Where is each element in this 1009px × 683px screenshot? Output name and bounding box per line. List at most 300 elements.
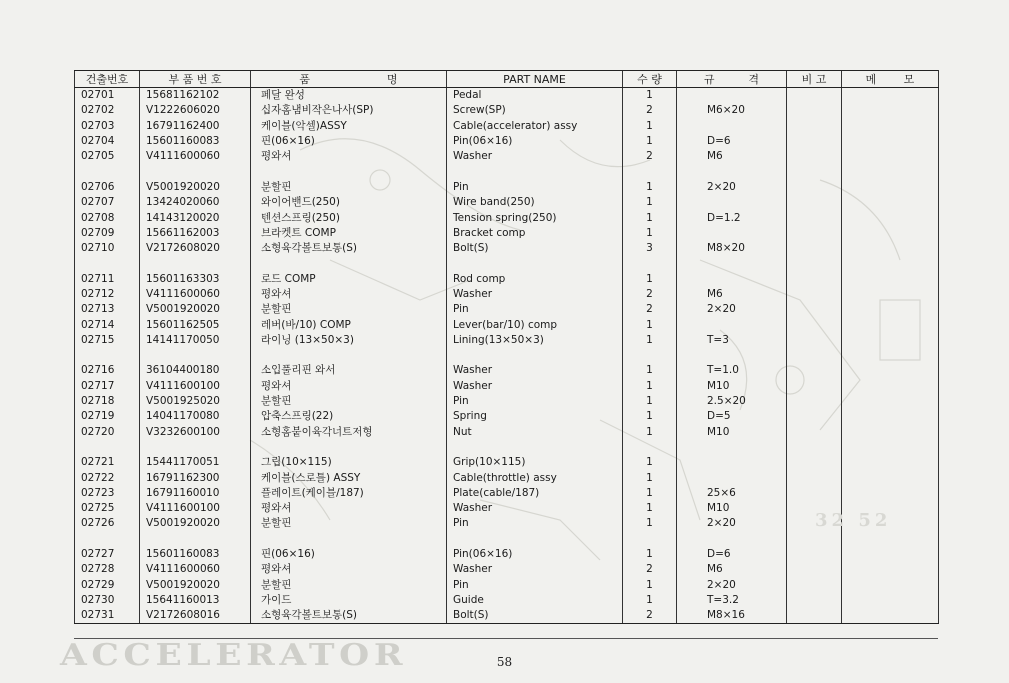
part-name-cell: Pin <box>447 394 623 409</box>
part-number-cell: 15681162102 <box>140 88 251 104</box>
specification-cell: D=5 <box>677 409 787 424</box>
part-name-cell: Grip(10×115) <box>447 455 623 470</box>
part-number-cell: 13424020060 <box>140 195 251 210</box>
remark-cell <box>787 486 842 501</box>
table-row <box>75 593 939 608</box>
part-number-cell: 15601160083 <box>140 547 251 562</box>
specification-cell <box>677 195 787 210</box>
spacer-cell <box>677 532 787 547</box>
korean-name-cell: 핀(06×16) <box>251 134 447 149</box>
part-number-cell: 15441170051 <box>140 455 251 470</box>
item-number-cell: 02722 <box>75 470 140 485</box>
spacer-cell <box>677 348 787 363</box>
spacer-cell <box>842 532 939 547</box>
part-name-cell: Pin <box>447 180 623 195</box>
specification-cell: T=3.2 <box>677 593 787 608</box>
part-name-cell: Washer <box>447 363 623 378</box>
table-row <box>75 195 939 210</box>
quantity-cell: 2 <box>623 149 677 164</box>
group-spacer-row <box>75 348 939 363</box>
remark-cell <box>787 119 842 134</box>
korean-name-cell: 평와셔 <box>251 562 447 577</box>
korean-name-cell: 케이블(악셀)ASSY <box>251 119 447 134</box>
header-spec-b: 격 <box>748 73 760 86</box>
specification-cell: M6 <box>677 287 787 302</box>
quantity-cell: 1 <box>623 226 677 241</box>
korean-name-cell: 케이블(스로틀) ASSY <box>251 470 447 485</box>
bleed-through-title: ACCELERATOR <box>60 638 408 673</box>
korean-name-cell: 분할핀 <box>251 302 447 317</box>
table-row <box>75 287 939 302</box>
remark-cell <box>787 547 842 562</box>
table-row <box>75 363 939 378</box>
memo-cell <box>842 379 939 394</box>
memo-cell <box>842 302 939 317</box>
specification-cell: 2×20 <box>677 578 787 593</box>
remark-cell <box>787 302 842 317</box>
specification-cell: D=6 <box>677 134 787 149</box>
table-row <box>75 180 939 195</box>
item-number-cell: 02714 <box>75 317 140 332</box>
korean-name-cell: 분할핀 <box>251 394 447 409</box>
item-number-cell: 02720 <box>75 425 140 440</box>
korean-name-cell: 핀(06×16) <box>251 547 447 562</box>
specification-cell <box>677 317 787 332</box>
header-part-name: PART NAME <box>447 71 623 88</box>
bleed-through-numbers: 32 52 <box>815 510 892 531</box>
part-number-cell: 15641160013 <box>140 593 251 608</box>
memo-cell <box>842 88 939 104</box>
korean-name-cell: 와이어밴드(250) <box>251 195 447 210</box>
group-spacer-row <box>75 256 939 271</box>
table-row <box>75 455 939 470</box>
spacer-cell <box>623 164 677 179</box>
quantity-cell: 2 <box>623 562 677 577</box>
remark-cell <box>787 226 842 241</box>
quantity-cell: 1 <box>623 593 677 608</box>
korean-name-cell: 소형육각볼트보통(S) <box>251 241 447 256</box>
part-name-cell: Washer <box>447 379 623 394</box>
spacer-cell <box>787 256 842 271</box>
item-number-cell: 02723 <box>75 486 140 501</box>
spacer-cell <box>140 164 251 179</box>
specification-cell <box>677 226 787 241</box>
korean-name-cell: 가이드 <box>251 593 447 608</box>
part-name-cell: Pin(06×16) <box>447 547 623 562</box>
quantity-cell: 1 <box>623 547 677 562</box>
remark-cell <box>787 88 842 104</box>
header-spec-a: 규 <box>703 73 715 86</box>
item-number-cell: 02728 <box>75 562 140 577</box>
quantity-cell: 2 <box>623 287 677 302</box>
quantity-cell: 1 <box>623 455 677 470</box>
part-number-cell: V3232600100 <box>140 425 251 440</box>
remark-cell <box>787 425 842 440</box>
remark-cell <box>787 409 842 424</box>
spacer-cell <box>140 440 251 455</box>
specification-cell: M6 <box>677 149 787 164</box>
spacer-cell <box>447 532 623 547</box>
part-name-cell: Washer <box>447 562 623 577</box>
spacer-cell <box>677 164 787 179</box>
korean-name-cell: 레버(바/10) COMP <box>251 317 447 332</box>
memo-cell <box>842 287 939 302</box>
spacer-cell <box>787 348 842 363</box>
korean-name-cell: 페달 완성 <box>251 88 447 104</box>
memo-cell <box>842 578 939 593</box>
remark-cell <box>787 379 842 394</box>
header-remark: 비 고 <box>787 71 842 88</box>
quantity-cell: 3 <box>623 241 677 256</box>
part-number-cell: V1222606020 <box>140 103 251 118</box>
remark-cell <box>787 608 842 624</box>
table-row <box>75 486 939 501</box>
specification-cell: 2×20 <box>677 516 787 531</box>
item-number-cell: 02707 <box>75 195 140 210</box>
part-number-cell: V5001920020 <box>140 302 251 317</box>
korean-name-cell: 분할핀 <box>251 578 447 593</box>
part-number-cell: V2172608020 <box>140 241 251 256</box>
remark-cell <box>787 501 842 516</box>
item-number-cell: 02718 <box>75 394 140 409</box>
part-name-cell: Bolt(S) <box>447 608 623 624</box>
part-number-cell: V4111600060 <box>140 562 251 577</box>
memo-cell <box>842 470 939 485</box>
table-row <box>75 317 939 332</box>
header-memo-a: 메 <box>865 73 877 86</box>
spacer-cell <box>787 532 842 547</box>
part-name-cell: Bolt(S) <box>447 241 623 256</box>
table-row <box>75 333 939 348</box>
remark-cell <box>787 103 842 118</box>
remark-cell <box>787 363 842 378</box>
memo-cell <box>842 103 939 118</box>
table-row <box>75 302 939 317</box>
spacer-cell <box>677 256 787 271</box>
part-name-cell: Guide <box>447 593 623 608</box>
part-number-cell: V4111600060 <box>140 287 251 302</box>
table-row <box>75 241 939 256</box>
memo-cell <box>842 409 939 424</box>
spacer-cell <box>787 164 842 179</box>
memo-cell <box>842 455 939 470</box>
part-number-cell: V5001920020 <box>140 578 251 593</box>
part-number-cell: V4111600100 <box>140 379 251 394</box>
memo-cell <box>842 516 939 531</box>
item-number-cell: 02706 <box>75 180 140 195</box>
header-spec <box>677 71 787 88</box>
part-name-cell: Cable(accelerator) assy <box>447 119 623 134</box>
quantity-cell: 2 <box>623 103 677 118</box>
header-part-no: 부 품 번 호 <box>140 71 251 88</box>
memo-cell <box>842 119 939 134</box>
table-row <box>75 379 939 394</box>
spacer-cell <box>623 440 677 455</box>
korean-name-cell: 평와셔 <box>251 501 447 516</box>
quantity-cell: 1 <box>623 210 677 225</box>
korean-name-cell: 소형홈붙이육각너트저형 <box>251 425 447 440</box>
memo-cell <box>842 210 939 225</box>
remark-cell <box>787 394 842 409</box>
header-korean-name <box>251 71 447 88</box>
part-name-cell: Pin <box>447 302 623 317</box>
part-number-cell: V4111600100 <box>140 501 251 516</box>
item-number-cell: 02729 <box>75 578 140 593</box>
memo-cell <box>842 425 939 440</box>
quantity-cell: 1 <box>623 134 677 149</box>
spacer-cell <box>447 440 623 455</box>
spacer-cell <box>447 348 623 363</box>
item-number-cell: 02705 <box>75 149 140 164</box>
part-number-cell: 15601163303 <box>140 272 251 287</box>
memo-cell <box>842 547 939 562</box>
table-row <box>75 470 939 485</box>
group-spacer-row <box>75 532 939 547</box>
spacer-cell <box>623 532 677 547</box>
part-name-cell: Lining(13×50×3) <box>447 333 623 348</box>
part-number-cell: V4111600060 <box>140 149 251 164</box>
korean-name-cell: 분할핀 <box>251 180 447 195</box>
remark-cell <box>787 287 842 302</box>
part-name-cell: Washer <box>447 287 623 302</box>
quantity-cell: 1 <box>623 272 677 287</box>
table-row <box>75 394 939 409</box>
item-number-cell: 02709 <box>75 226 140 241</box>
table-row <box>75 134 939 149</box>
spacer-cell <box>842 256 939 271</box>
korean-name-cell: 십자홈냄비작은나사(SP) <box>251 103 447 118</box>
part-number-cell: 15601162505 <box>140 317 251 332</box>
remark-cell <box>787 241 842 256</box>
remark-cell <box>787 578 842 593</box>
quantity-cell: 1 <box>623 88 677 104</box>
quantity-cell: 1 <box>623 470 677 485</box>
spacer-cell <box>75 532 140 547</box>
item-number-cell: 02712 <box>75 287 140 302</box>
part-name-cell: Screw(SP) <box>447 103 623 118</box>
remark-cell <box>787 516 842 531</box>
part-name-cell: Plate(cable/187) <box>447 486 623 501</box>
part-number-cell: 15601160083 <box>140 134 251 149</box>
group-spacer-row <box>75 440 939 455</box>
korean-name-cell: 소형육각볼트보통(S) <box>251 608 447 624</box>
memo-cell <box>842 394 939 409</box>
page-number: 58 <box>496 655 513 669</box>
specification-cell: M10 <box>677 501 787 516</box>
quantity-cell: 1 <box>623 379 677 394</box>
bottom-rule <box>74 638 938 639</box>
quantity-cell: 1 <box>623 486 677 501</box>
spacer-cell <box>251 256 447 271</box>
part-number-cell: 14143120020 <box>140 210 251 225</box>
table-row <box>75 272 939 287</box>
korean-name-cell: 그립(10×115) <box>251 455 447 470</box>
korean-name-cell: 분할핀 <box>251 516 447 531</box>
remark-cell <box>787 333 842 348</box>
specification-cell: 2.5×20 <box>677 394 787 409</box>
item-number-cell: 02701 <box>75 88 140 104</box>
part-number-cell: 14141170050 <box>140 333 251 348</box>
quantity-cell: 1 <box>623 501 677 516</box>
table-row <box>75 103 939 118</box>
part-name-cell: Pin <box>447 516 623 531</box>
header-memo-b: 모 <box>903 73 915 86</box>
item-number-cell: 02717 <box>75 379 140 394</box>
korean-name-cell: 압축스프링(22) <box>251 409 447 424</box>
item-number-cell: 02715 <box>75 333 140 348</box>
quantity-cell: 1 <box>623 578 677 593</box>
table-row <box>75 562 939 577</box>
spacer-cell <box>75 348 140 363</box>
part-name-cell: Rod comp <box>447 272 623 287</box>
part-name-cell: Wire band(250) <box>447 195 623 210</box>
memo-cell <box>842 149 939 164</box>
item-number-cell: 02725 <box>75 501 140 516</box>
part-name-cell: Washer <box>447 149 623 164</box>
part-name-cell: Pin(06×16) <box>447 134 623 149</box>
spacer-cell <box>75 164 140 179</box>
remark-cell <box>787 272 842 287</box>
table-row <box>75 578 939 593</box>
korean-name-cell: 소입풀리핀 와서 <box>251 363 447 378</box>
memo-cell <box>842 608 939 624</box>
table-row <box>75 608 939 624</box>
remark-cell <box>787 470 842 485</box>
header-no: 건출번호 <box>75 71 140 88</box>
spacer-cell <box>251 164 447 179</box>
part-number-cell: 36104400180 <box>140 363 251 378</box>
spacer-cell <box>140 348 251 363</box>
spacer-cell <box>140 532 251 547</box>
specification-cell: M10 <box>677 379 787 394</box>
specification-cell: 2×20 <box>677 180 787 195</box>
quantity-cell: 1 <box>623 394 677 409</box>
item-number-cell: 02730 <box>75 593 140 608</box>
item-number-cell: 02708 <box>75 210 140 225</box>
header-memo <box>842 71 939 88</box>
spacer-cell <box>447 256 623 271</box>
specification-cell: M10 <box>677 425 787 440</box>
memo-cell <box>842 272 939 287</box>
korean-name-cell: 플레이트(케이블/187) <box>251 486 447 501</box>
item-number-cell: 02713 <box>75 302 140 317</box>
item-number-cell: 02726 <box>75 516 140 531</box>
quantity-cell: 1 <box>623 317 677 332</box>
part-name-cell: Tension spring(250) <box>447 210 623 225</box>
header-korean-name-b: 명 <box>386 73 398 86</box>
quantity-cell: 1 <box>623 425 677 440</box>
part-number-cell: 16791162300 <box>140 470 251 485</box>
memo-cell <box>842 501 939 516</box>
item-number-cell: 02702 <box>75 103 140 118</box>
part-number-cell: V2172608016 <box>140 608 251 624</box>
korean-name-cell: 평와셔 <box>251 287 447 302</box>
specification-cell: M6×20 <box>677 103 787 118</box>
table-row <box>75 425 939 440</box>
spacer-cell <box>842 164 939 179</box>
spacer-cell <box>140 256 251 271</box>
item-number-cell: 02710 <box>75 241 140 256</box>
memo-cell <box>842 180 939 195</box>
spacer-cell <box>623 256 677 271</box>
spacer-cell <box>251 440 447 455</box>
specification-cell <box>677 455 787 470</box>
part-name-cell: Nut <box>447 425 623 440</box>
remark-cell <box>787 134 842 149</box>
item-number-cell: 02716 <box>75 363 140 378</box>
spacer-cell <box>75 440 140 455</box>
part-number-cell: V5001920020 <box>140 180 251 195</box>
specification-cell: T=3 <box>677 333 787 348</box>
specification-cell: M8×16 <box>677 608 787 624</box>
parts-table <box>74 70 939 624</box>
item-number-cell: 02731 <box>75 608 140 624</box>
remark-cell <box>787 180 842 195</box>
spacer-cell <box>842 348 939 363</box>
item-number-cell: 02719 <box>75 409 140 424</box>
table-row <box>75 119 939 134</box>
spacer-cell <box>251 348 447 363</box>
korean-name-cell: 로드 COMP <box>251 272 447 287</box>
memo-cell <box>842 134 939 149</box>
part-name-cell: Washer <box>447 501 623 516</box>
memo-cell <box>842 363 939 378</box>
remark-cell <box>787 317 842 332</box>
quantity-cell: 2 <box>623 608 677 624</box>
spacer-cell <box>677 440 787 455</box>
header-korean-name-a: 품 <box>299 73 311 86</box>
quantity-cell: 1 <box>623 333 677 348</box>
part-number-cell: 14041170080 <box>140 409 251 424</box>
memo-cell <box>842 593 939 608</box>
specification-cell <box>677 88 787 104</box>
specification-cell: T=1.0 <box>677 363 787 378</box>
memo-cell <box>842 317 939 332</box>
remark-cell <box>787 593 842 608</box>
specification-cell: M8×20 <box>677 241 787 256</box>
korean-name-cell: 라이닝 (13×50×3) <box>251 333 447 348</box>
part-name-cell: Lever(bar/10) comp <box>447 317 623 332</box>
quantity-cell: 1 <box>623 363 677 378</box>
remark-cell <box>787 210 842 225</box>
quantity-cell: 2 <box>623 302 677 317</box>
item-number-cell: 02727 <box>75 547 140 562</box>
table-row <box>75 210 939 225</box>
item-number-cell: 02704 <box>75 134 140 149</box>
specification-cell <box>677 470 787 485</box>
item-number-cell: 02703 <box>75 119 140 134</box>
korean-name-cell: 평와셔 <box>251 149 447 164</box>
memo-cell <box>842 486 939 501</box>
part-name-cell: Pin <box>447 578 623 593</box>
table-header-row <box>75 71 939 88</box>
part-name-cell: Spring <box>447 409 623 424</box>
quantity-cell: 1 <box>623 119 677 134</box>
korean-name-cell: 브라켓트 COMP <box>251 226 447 241</box>
part-name-cell: Cable(throttle) assy <box>447 470 623 485</box>
spacer-cell <box>447 164 623 179</box>
part-number-cell: 16791162400 <box>140 119 251 134</box>
part-number-cell: V5001920020 <box>140 516 251 531</box>
quantity-cell: 1 <box>623 409 677 424</box>
spacer-cell <box>842 440 939 455</box>
table-row <box>75 226 939 241</box>
remark-cell <box>787 195 842 210</box>
part-number-cell: 15661162003 <box>140 226 251 241</box>
parts-table-body <box>75 88 939 624</box>
remark-cell <box>787 149 842 164</box>
part-name-cell: Pedal <box>447 88 623 104</box>
